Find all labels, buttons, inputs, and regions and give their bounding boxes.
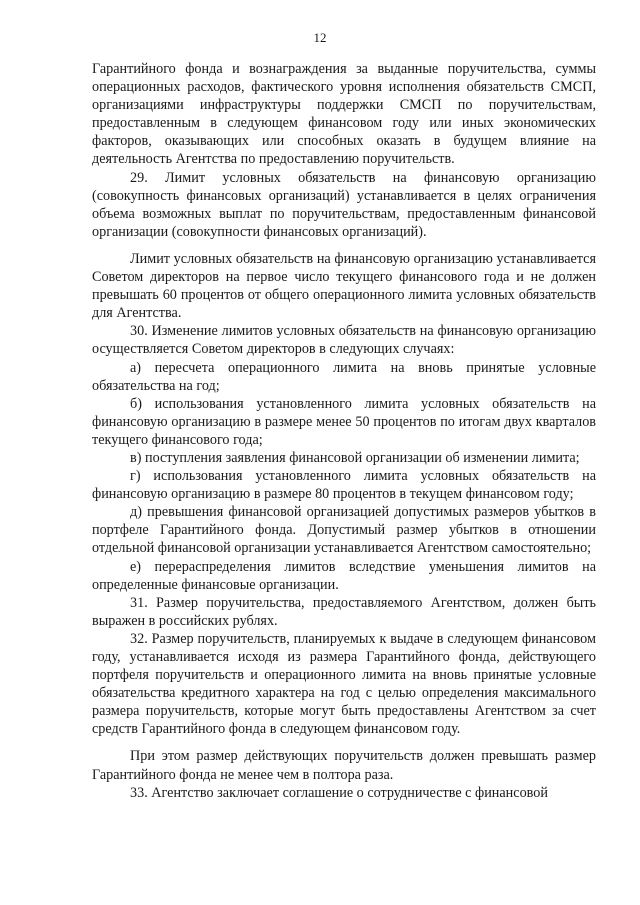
paragraph-30: 30. Изменение лимитов условных обязательств на финансовую организацию осуществляется Советом директоров в следующих случаях: [92, 323, 596, 358]
paragraph-limit: Лимит условных обязательств на финансовую организацию устанавливается Советом директоров на первое число текущего финансового года и не должен превышать 60 процентов от общего операционного лимита условных обязательств для Агентства. [92, 250, 596, 322]
paragraph-note: При этом размер действующих поручительств должен превышать размер Гарантийного фонда не менее чем в полтора раза. [92, 748, 596, 783]
paragraph-32: 32. Размер поручительств, планируемых к выдаче в следующем финансовом году, устанавливается исходя из размера Гарантийного фонда, действующего портфеля поручительств и операционного лимита на вновь принятые условные обязательства кредитного характера на год с целью определения максимального размера поручительств, которые могут быть предоставлены Агентством за счет средств Гарантийного фонда в следующем финансовом году. [92, 630, 596, 738]
list-item-v: в) поступления заявления финансовой организации об изменении лимита; [130, 449, 580, 466]
list-item-a: а) пересчета операционного лимита на вновь принятые условные обязательства на год; [92, 359, 596, 394]
list-item-e: е) перераспределения лимитов вследствие уменьшения лимитов на определенные финансовые организации. [92, 558, 596, 593]
paragraph-29: 29. Лимит условных обязательств на финансовую организацию (совокупность финансовых организаций) устанавливается в целях ограничения объема возможных выплат по поручительствам, предоставленным финансовой организации (совокупности финансовых организаций). [92, 169, 596, 240]
paragraph-33: 33. Агентство заключает соглашение о сотрудничестве с финансовой [130, 784, 548, 801]
list-item-b: б) использования установленного лимита условных обязательств на финансовую организацию в размере менее 50 процентов по итогам двух кварталов текущего финансового года; [92, 395, 596, 448]
paragraph-31: 31. Размер поручительства, предоставляемого Агентством, должен быть выражен в российских рублях. [92, 594, 596, 629]
list-item-d: д) превышения финансовой организацией допустимых размеров убытков в портфеле Гарантийного фонда. Допустимый размер убытков в отношении отдельной финансовой организации устанавливается Агентством самостоятельно; [92, 504, 596, 557]
page-number: 12 [313, 30, 327, 45]
list-item-g: г) использования установленного лимита условных обязательств на финансовую организацию в размере 80 процентов в текущем финансовом году; [92, 468, 596, 503]
document-body [92, 60, 596, 802]
paragraph-continuation: Гарантийного фонда и вознаграждения за выданные поручительства, суммы операционных расходов, фактического уровня исполнения обязательств СМСП, организациями инфраструктуры поддержки СМСП по поручительствам, предоставленным в следующем финансовом году или иных экономических факторов, оказывающих или способных оказать в будущем влияние на деятельность Агентства по предоставлению поручительств. [92, 61, 596, 168]
